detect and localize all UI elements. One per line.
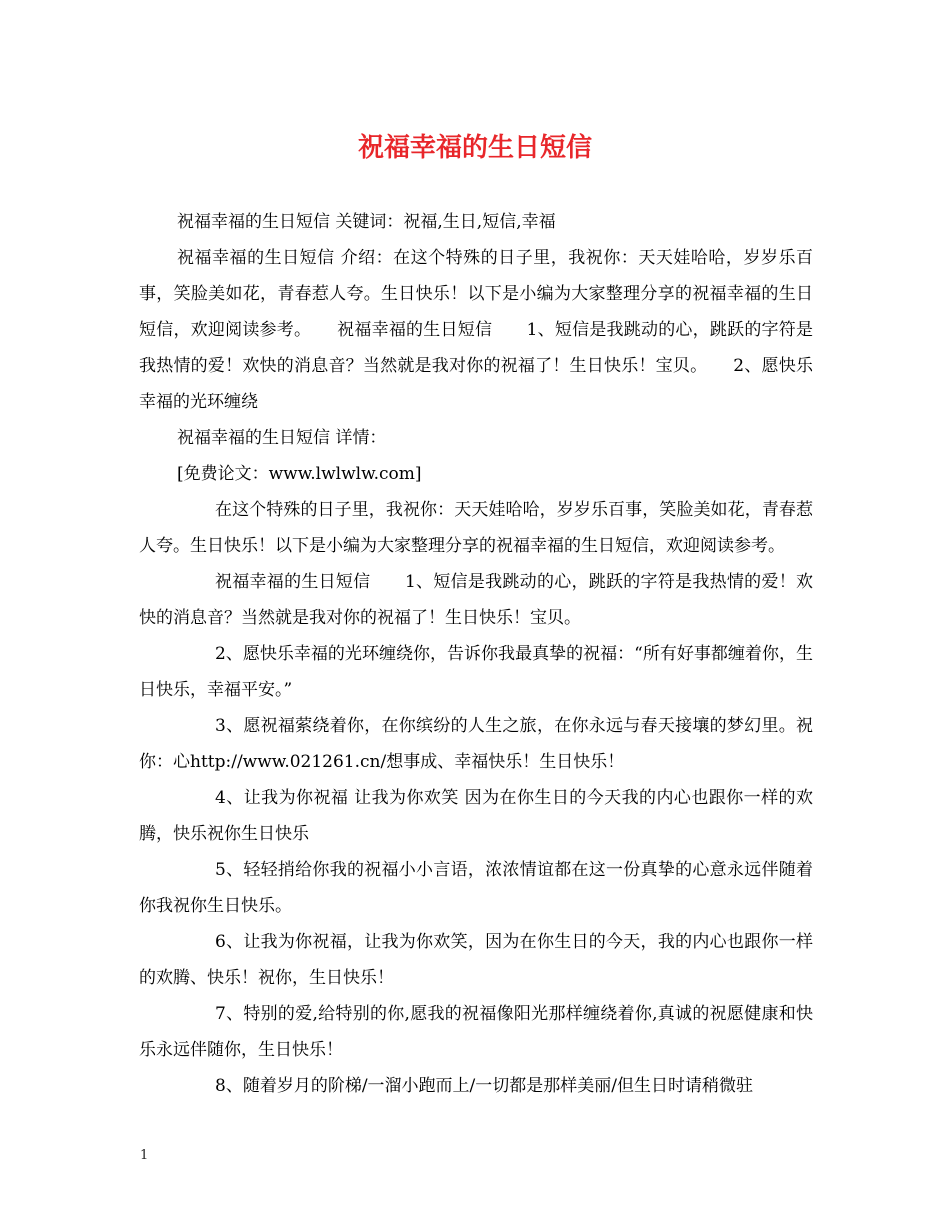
page-number: 1 [140, 1148, 149, 1163]
details-label: 祝福幸福的生日短信 详情： [177, 428, 387, 448]
document-body [139, 204, 813, 1104]
paragraph: 6、让我为你祝福，让我为你欢笑，因为在你生日的今天，我的内心也跟你一样的欢腾、快乐！祝你，生日快乐！ [139, 932, 813, 988]
paragraph: 在这个特殊的日子里，我祝你：天天娃哈哈，岁岁乐百事，笑脸美如花，青春惹人夸。生日快乐！以下是小编为大家整理分享的祝福幸福的生日短信，欢迎阅读参考。 [139, 500, 813, 556]
paragraph: 4、让我为你祝福 让我为你欢笑 因为在你生日的今天我的内心也跟你一样的欢腾，快乐祝你生日快乐 [139, 788, 813, 844]
paragraph: 祝福幸福的生日短信 1、短信是我跳动的心，跳跃的字符是我热情的爱！欢快的消息音？当然就是我对你的祝福了！生日快乐！宝贝。 [139, 572, 813, 628]
paragraph: 3、愿祝福萦绕着你，在你缤纷的人生之旅，在你永远与春天接壤的梦幻里。祝你：心http://www.021261.cn/想事成、幸福快乐！生日快乐！ [139, 716, 813, 772]
paragraph: 7、特别的爱,给特别的你,愿我的祝福像阳光那样缠绕着你,真诚的祝愿健康和快乐永远伴随你，生日快乐！ [139, 1004, 813, 1060]
keywords-line: 祝福幸福的生日短信 关键词：祝福,生日,短信,幸福 [177, 212, 556, 232]
paragraph: 2、愿快乐幸福的光环缠绕你，告诉你我最真挚的祝福：“所有好事都缠着你，生日快乐，幸福平安。” [139, 644, 813, 700]
paragraph: 8、随着岁月的阶梯/一溜小跑而上/一切都是那样美丽/但生日时请稍微驻 [215, 1076, 753, 1096]
paragraph: 5、轻轻捎给你我的祝福小小言语，浓浓情谊都在这一份真挚的心意永远伴随着你我祝你生日快乐。 [139, 860, 813, 916]
source-link[interactable]: [免费论文：www.lwlwlw.com] [177, 464, 422, 484]
intro-paragraph: 祝福幸福的生日短信 介绍：在这个特殊的日子里，我祝你：天天娃哈哈，岁岁乐百事，笑脸美如花，青春惹人夸。生日快乐！以下是小编为大家整理分享的祝福幸福的生日短信，欢迎阅读参考。 祝福幸福的生日短信 1、短信是我跳动的心，跳跃的字符是我热情的爱！欢快的消息音？当然就是我对你的祝福了！生日快乐！宝贝。 2、愿快乐幸福的光环缠绕 [139, 248, 813, 412]
page-title: 祝福幸福的生日短信 [357, 133, 592, 163]
